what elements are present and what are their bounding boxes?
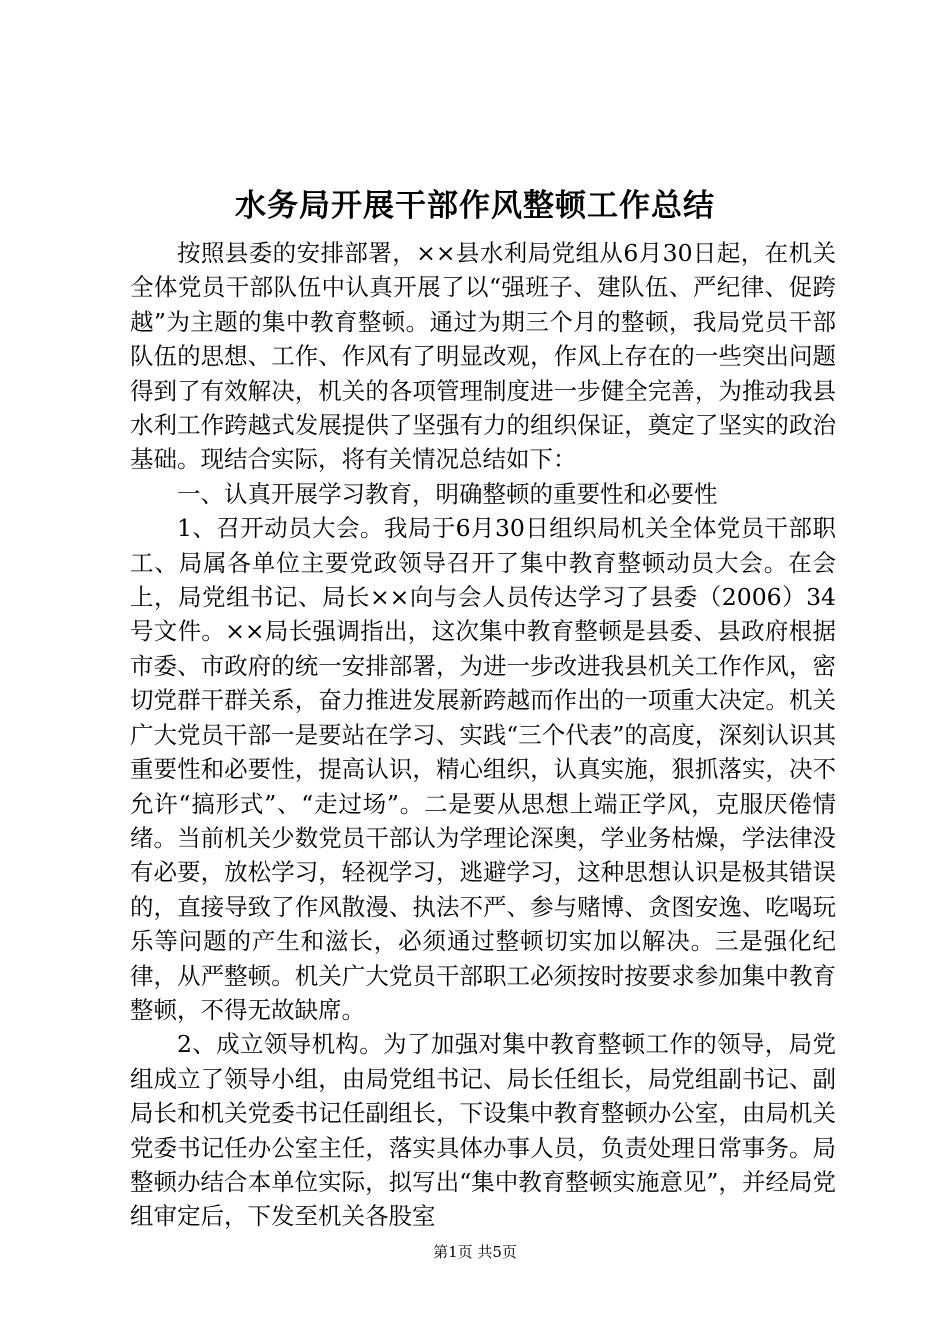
paragraph-intro: 按照县委的安排部署，××县水利局党组从6月30日起，在机关全体党员干部队伍中认真开展了以“强班子、建队伍、严纪律、促跨越”为主题的集中教育整顿。通过为期三个月的整顿，我局党员干部队伍的思想、工作、作风有了明显改观，作风上存在的一些突出问题得到了有效解决，机关的各项管理制度进一步健全完善，为推动我县水利工作跨越式发展提供了坚强有力的组织保证，奠定了坚实的政治基础。现结合实际，将有关情况总结如下： xyxy=(130,239,836,474)
section-heading-1: 一、认真开展学习教育，明确整顿的重要性和必要性 xyxy=(177,479,718,508)
document-title: 水务局开展干部作风整顿工作总结 xyxy=(235,188,715,224)
document-body xyxy=(130,236,836,1234)
paragraph-item-1: 1、召开动员大会。我局于6月30日组织局机关全体党员干部职工、局属各单位主要党政领导召开了集中教育整顿动员大会。在会上，局党组书记、局长××向与会人员传达学习了县委（2006）34号文件。××局长强调指出，这次集中教育整顿是县委、县政府根据市委、市政府的统一安排部署，为进一步改进我县机关工作作风，密切党群干群关系，奋力推进发展新跨越而作出的一项重大决定。机关广大党员干部一是要站在学习、实践“三个代表”的高度，深刻认识其重要性和必要性，提高认识，精心组织，认真实施，狠抓落实，决不允许“搞形式”、“走过场”。二是要从思想上端正学风，克服厌倦情绪。当前机关少数党员干部认为学理论深奥，学业务枯燥，学法律没有必要，放松学习，轻视学习，逃避学习，这种思想认识是极其错误的，直接导致了作风散漫、执法不严、参与赌博、贪图安逸、吃喝玩乐等问题的产生和滋长，必须通过整顿切实加以解决。三是强化纪律，从严整顿。机关广大党员干部职工必须按时按要求参加集中教育整顿，不得无故缺席。 xyxy=(130,514,836,1024)
paragraph-item-2: 2、成立领导机构。为了加强对集中教育整顿工作的领导，局党组成立了领导小组，由局党组书记、局长任组长，局党组副书记、副局长和机关党委书记任副组长，下设集中教育整顿办公室，由局机关党委书记任办公室主任，落实具体办事人员，负责处理日常事务。局整顿办结合本单位实际，拟写出“集中教育整顿实施意见”，并经局党组审定后，下发至机关各股室 xyxy=(130,1030,836,1231)
page-number-footer: 第1页 共5页 xyxy=(433,1243,517,1261)
